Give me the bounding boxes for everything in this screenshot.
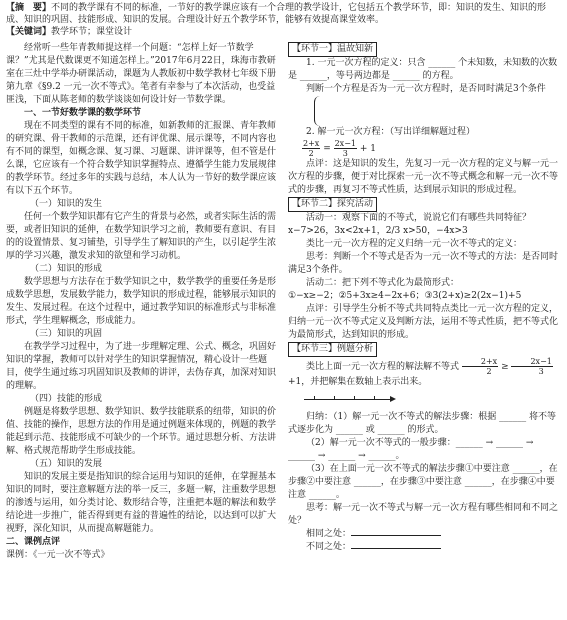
summary-3: （3）在上面一元一次不等式的解法步骤①中要注意 ______，在步骤②中要注意 ______，在步骤③中要注意 ______，在步骤④中要注意 ______。 bbox=[288, 464, 558, 500]
abstract-label: 【摘 要】 bbox=[6, 3, 52, 13]
summary-1: 归纳：（1）解一元一次不等式的解法步骤：根据 ______ 将不等式逐步化为 ______ 或 ______ 的形式。 bbox=[288, 412, 556, 435]
section-heading-1: 一、一节好数学课的数学环节 bbox=[24, 108, 142, 118]
step1-heading: 【环节一】温故知新 bbox=[288, 42, 377, 57]
intro-paragraph: 经常听一些年青教师提这样一个问题：“怎样上好一节数学课？”尤其是代数课更不知道怎样上。”2017年6月22日，珠海市教研室在三灶中学举办研课活动，课题为人教版初中数学教材七年级下册第九章《§9.2 一元一次不等式》。笔者有幸参与了本次活动，也受益匪浅，下面从陈老师的数学谈谈如何设计好一节数学课。 bbox=[6, 43, 277, 105]
sub-text-4: 例题是将数学思想、数学知识、数学技能联系的纽带，知识的价值、技能的操作，思想方法的作用是通过例题来体现的，例题的教学能起到示范、技能形成不可缺少的一个环节。通过思想分析、方法讲解、格式规范帮助学生形成技能。 bbox=[6, 407, 277, 456]
step3-heading: 【环节三】例题分析 bbox=[288, 342, 377, 357]
example-prompt: 类比上面一元一次方程的解法解不等式 $\frac{2+x}{2}$ ≥ $\frac{2x-1}{3}$ bbox=[306, 357, 552, 376]
abstract-text: 不同的教学课有不同的标准，一节好的教学课应该有一个合理的教学设计，它包括五个教学环节，即：知识的发生、知识的形成、知识的巩固、技能形成、知识的发展。合理设计好五个教学环节，能够有效提高课堂效率。 bbox=[6, 3, 547, 25]
number-line bbox=[304, 391, 560, 409]
activity-2: 活动二：把下列不等式化为最简形式： bbox=[306, 278, 460, 288]
case-title: 课例：《一元一次不等式》 bbox=[6, 550, 110, 560]
right-column bbox=[288, 42, 560, 554]
summary-2: （2）解一元一次不等式的一般步骤：______ → ______ → ______ → ______ → ______。 bbox=[288, 438, 534, 461]
step2-heading: 【环节二】探究活动 bbox=[288, 197, 377, 212]
equation-example: $\frac{2+x}{2}$ = $\frac{2x-1}{3}$ + 1 bbox=[303, 139, 377, 158]
sub-heading-2: （二）知识的形成 bbox=[30, 264, 103, 274]
keywords-label: 【关键词】 bbox=[6, 27, 52, 37]
keywords-text: 教学环节；课堂设计 bbox=[51, 27, 133, 37]
think-judge: 思考：判断一个不等式是否为一元一次不等式的方法：是否同时满足3个条件。 bbox=[288, 252, 559, 275]
activity-1: 活动一：观察下面的不等式，说说它们有哪些共同特征？ bbox=[306, 213, 532, 223]
sub-text-3: 在教学学习过程中，为了进一步理解定理、公式、概念，巩固好知识的掌握，教师可以针对学生的知识掌握情况，精心设计一些题目，使学生通过练习巩固知识及教师的讲评，去伪存真，加深对知识的理解。 bbox=[6, 342, 277, 391]
sub-text-1: 任何一个数学知识都有它产生的背景与必然，或者实际生活的需要，或者旧知识的延伸，在数学知识学习之前，教师要有意识、有目的的设置情景、复习铺垫，引导学生了解知识的产生，以引起学生浓厚的学习兴趣，激发求知的欲望和学习动机。 bbox=[6, 212, 277, 261]
sub-text-2: 数学思想与方法存在于数学知识之中，数学教学的重要任务是形成数学思想，发展数学能力，数学知识的形成过程，能够展示知识的发生、发展过程。在这个过程中，通过教学知识的标准形式与非标准形式，学生理解概念，形成能力。 bbox=[6, 277, 277, 326]
equation-definition: 1. 一元一次方程的定义：只含 ______ 个未知数，未知数的次数是 ______，等号两边都是 ______ 的方程。 bbox=[288, 58, 558, 81]
frac1-denominator: 2 bbox=[308, 149, 314, 158]
frac2-denominator: 3 bbox=[342, 149, 348, 158]
definition-analogy: 类比一元一次方程的定义归纳一元一次不等式的定义： bbox=[306, 239, 523, 249]
same-points: 相同之处： bbox=[288, 528, 560, 541]
sub-text-5: 知识的发展主要是指知识的综合运用与知识的延伸，在掌握基本知识的同时，要注意解题方法的举一反三，多题一解，注重数学思想的渗透与运用，如分类讨论、数形结合等，注重把本题的解法和数学结论进一步推广，能否得到更有益的普遍性的结论，以达到可以扩大视野，深化知识，从而提高解题能力。 bbox=[6, 472, 277, 534]
example-prompt-cont: +1，并把解集在数轴上表示出来。 bbox=[288, 377, 428, 387]
think-compare: 思考：解一元一次不等式与解一元一次方程有哪些相同和不同之处？ bbox=[288, 503, 559, 526]
judge-condition: 判断一个方程是否为一元一次方程时，是否同时满足3个条件 bbox=[306, 84, 546, 94]
condition-brace bbox=[288, 96, 560, 126]
inequality-list: x−7>26，3x<2x+1，2/3 x>50，−4x>3 bbox=[288, 226, 468, 236]
different-points: 不同之处： bbox=[288, 541, 560, 554]
comment-2: 点评：引导学生分析不等式共同特点类比一元一次方程的定义，归纳一元一次不等式定义及判断方法，运用不等式性质，把不等式化为最简形式，达到知识的形成。 bbox=[288, 304, 559, 340]
simplify-list: ①−x≥−2；②5+3x≥4−2x+6；③3(2+x)≥2(2x−1)+5 bbox=[288, 291, 522, 301]
article-header bbox=[6, 2, 560, 38]
sub-heading-4: （四）技能的形成 bbox=[30, 394, 103, 404]
frac1-numerator: 2+x bbox=[303, 139, 320, 148]
comment-1: 点评：这是知识的发生，先复习一元一次方程的定义与解一元一次方程的步骤，便于对比探索一元一次不等式概念和解一元一次不等式的步骤，再复习不等式性质，达到展示知识的形成过程。 bbox=[288, 159, 559, 195]
frac2-numerator: 2x−1 bbox=[334, 139, 356, 148]
paragraph-1: 现在不同类型的课有不同的标准，如新教师的汇报课、青年教师的研究课、骨干教师的示范课，还有评优课、展示课等，不同内容也有不同的课型，如概念课、复习课、习题课、讲评课等，但不管是什么课，它应该有一个符合数学知识掌握特点、遵循学生能力发展规律的教学环节。经过多年的实践与总结，本人认为一节好的数学课应该有以下五个环节。 bbox=[6, 121, 277, 196]
sub-heading-1: （一）知识的发生 bbox=[30, 199, 103, 209]
left-column bbox=[6, 42, 281, 562]
sub-heading-3: （三）知识的巩固 bbox=[30, 329, 103, 339]
section-heading-2: 二、课例点评 bbox=[6, 537, 61, 547]
sub-heading-5: （五）知识的发展 bbox=[30, 459, 103, 469]
solve-equation-prompt: 2. 解一元一次方程：（写出详细解题过程） bbox=[306, 127, 475, 137]
abstract bbox=[6, 2, 560, 26]
keywords bbox=[6, 26, 560, 38]
